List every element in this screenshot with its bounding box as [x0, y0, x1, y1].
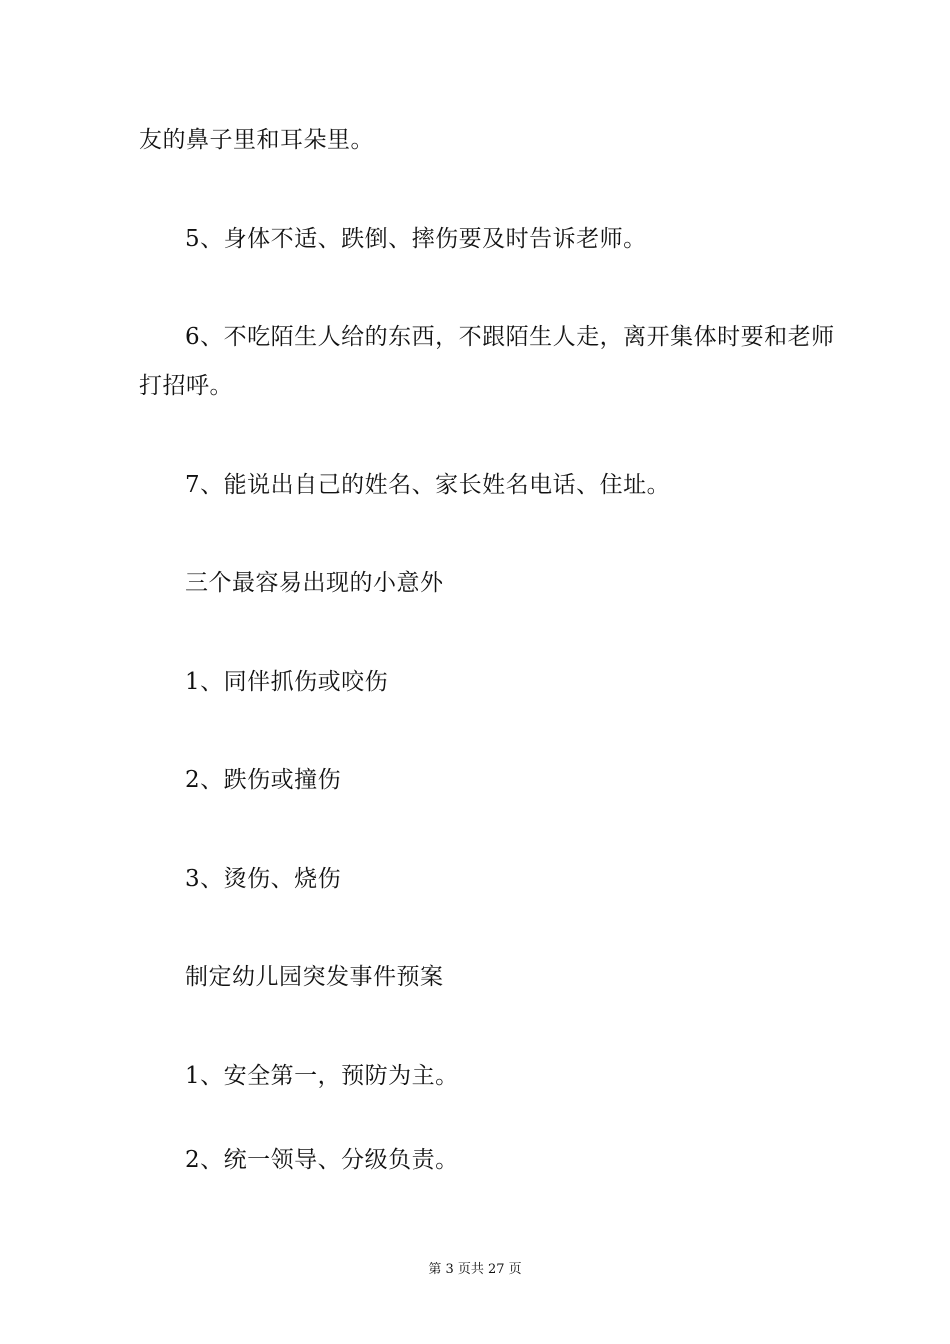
plan-item-1: 1、安全第一，预防为主。 [185, 1063, 459, 1089]
plan-item-2: 2、统一领导、分级负责。 [185, 1147, 459, 1173]
paragraph-continuation: 友的鼻子里和耳朵里。 [139, 127, 374, 153]
list-item-6-continued: 打招呼。 [139, 373, 233, 399]
accident-item-3: 3、烫伤、烧伤 [185, 866, 342, 892]
section-heading-accidents: 三个最容易出现的小意外 [185, 570, 444, 596]
section-heading-emergency-plan: 制定幼儿园突发事件预案 [185, 964, 444, 990]
accident-item-2: 2、跌伤或撞伤 [185, 767, 342, 793]
list-item-7: 7、能说出自己的姓名、家长姓名电话、住址。 [185, 472, 671, 498]
list-item-5: 5、身体不适、跌倒、摔伤要及时告诉老师。 [185, 226, 647, 252]
accident-item-1: 1、同伴抓伤或咬伤 [185, 669, 389, 695]
page-number-footer: 第 3 页共 27 页 [428, 1262, 522, 1277]
list-item-6: 6、不吃陌生人给的东西，不跟陌生人走，离开集体时要和老师 [185, 324, 835, 350]
